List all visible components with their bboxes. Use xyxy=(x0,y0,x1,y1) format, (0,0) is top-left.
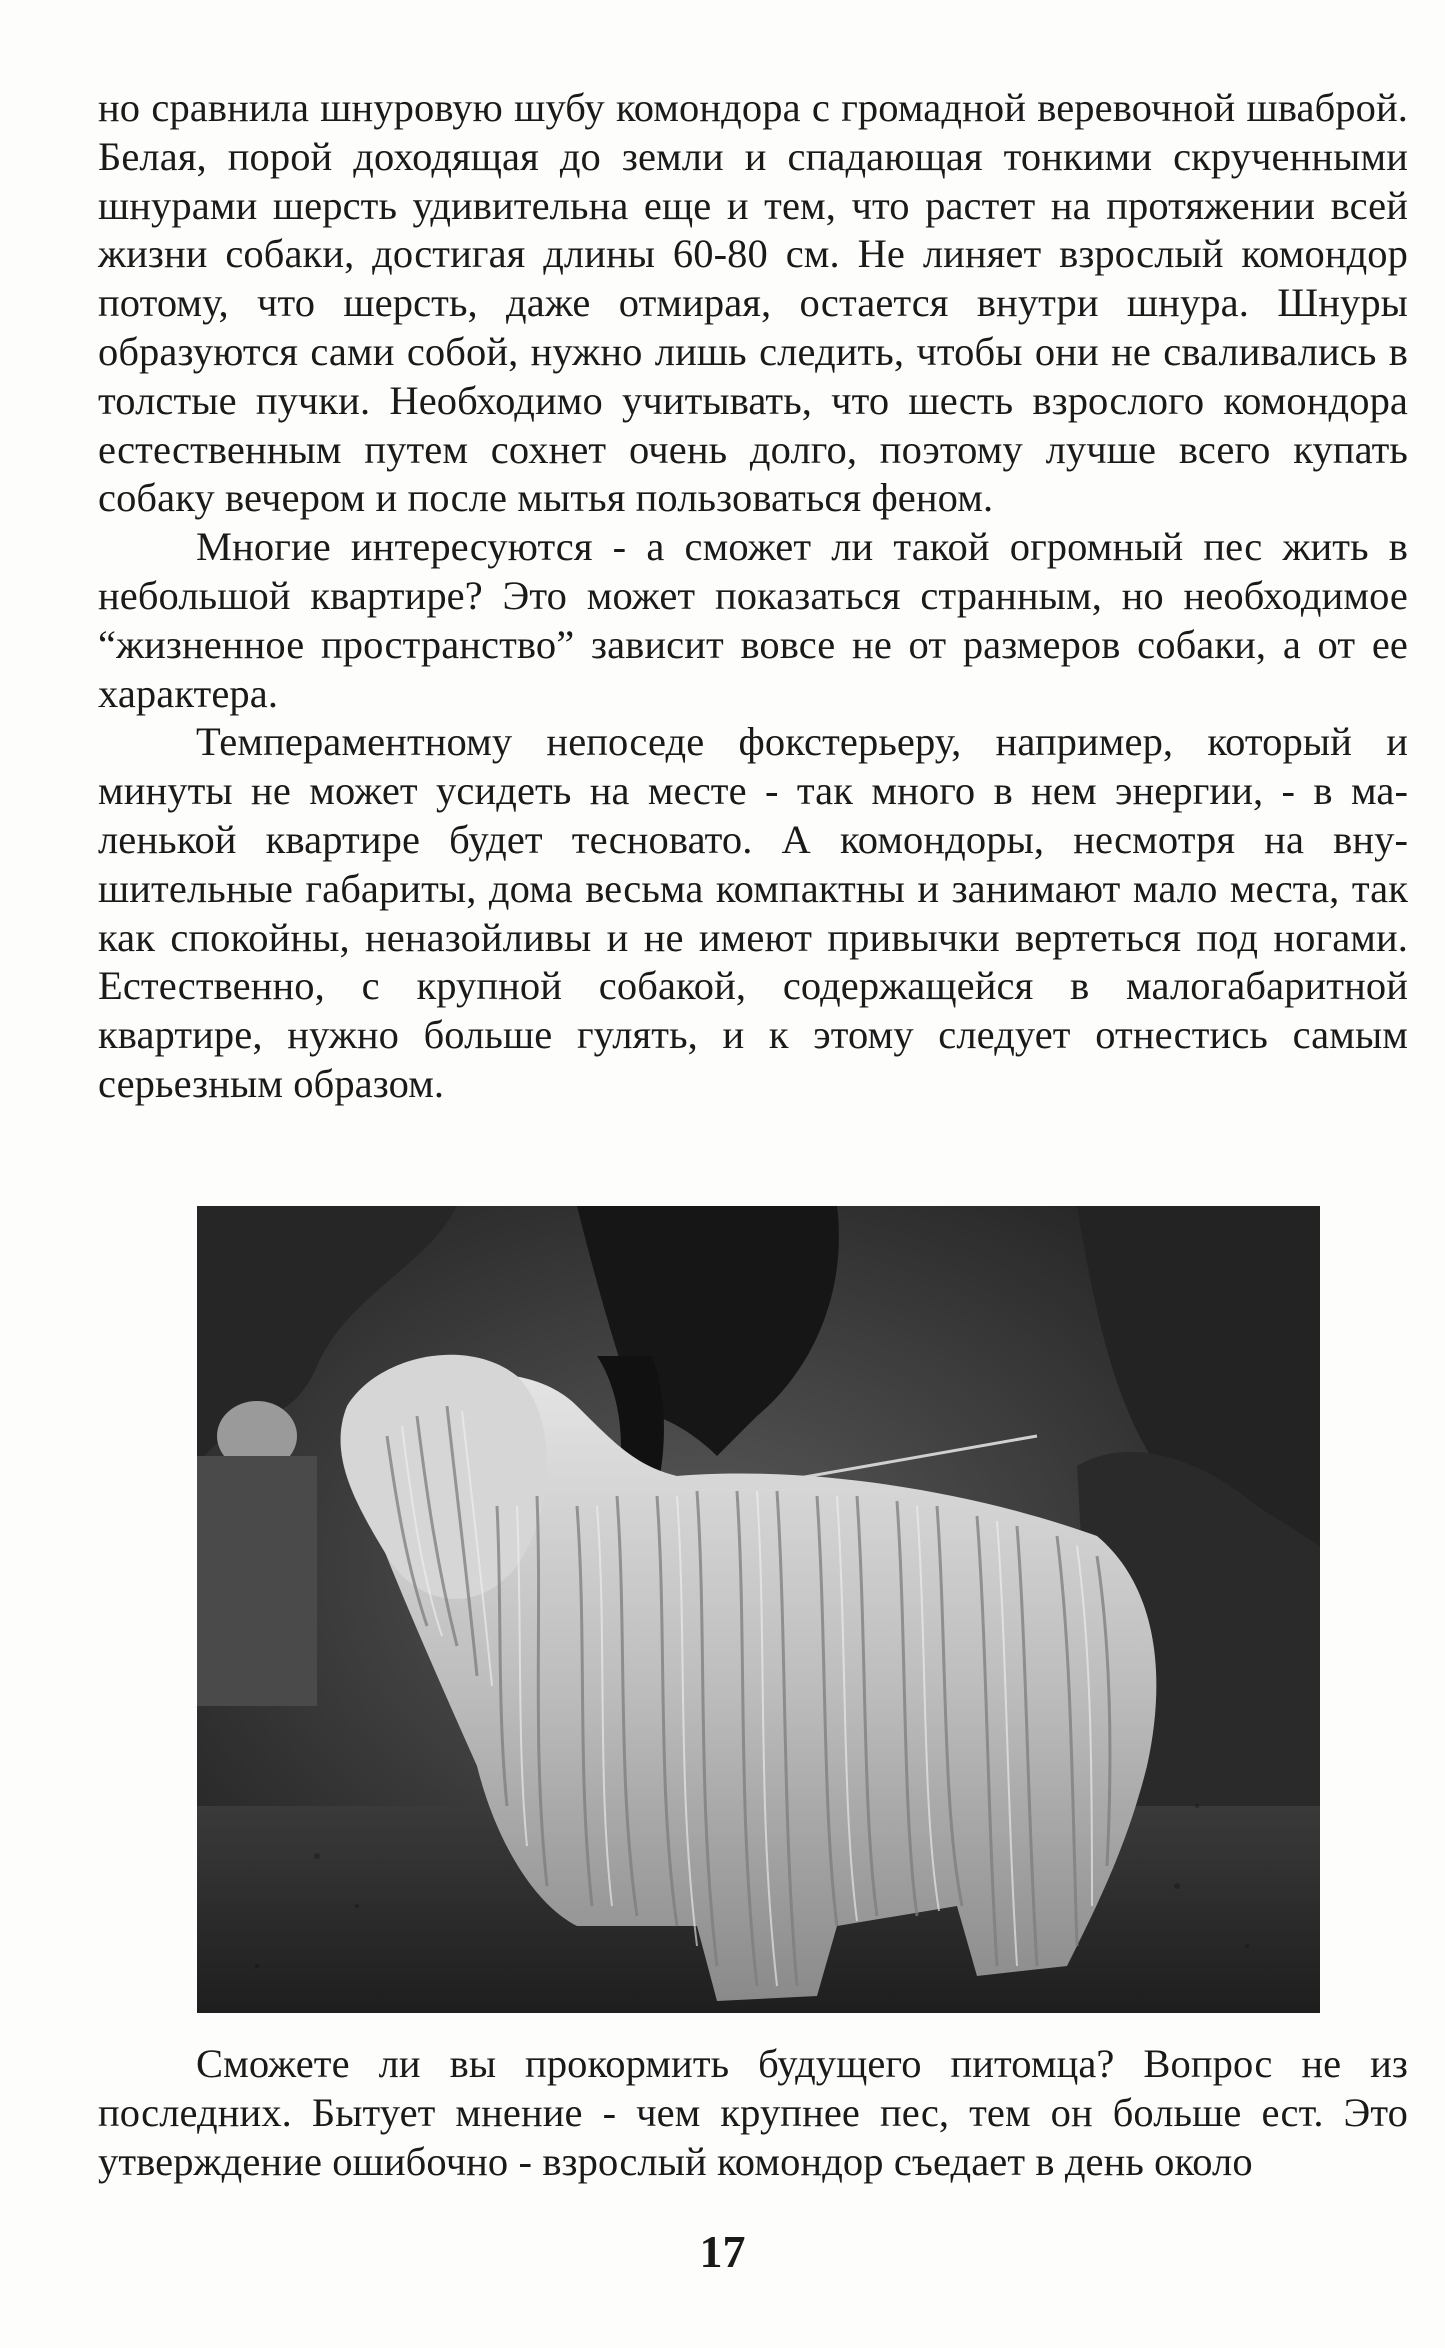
komondor-photo xyxy=(197,1206,1320,2013)
paragraph: Темпераментному непоседе фокстерьеру, например, который и минуты не может усидеть на месте - так много в нем энергии, - в маленькой квартире будет тесновато. А комондоры, несмотря на внушительные габариты, дома весьма компактны и занимают мало места, так как спокойны, неназойливы и не имеют привычки вертеться под ногами. Естественно, с крупной собакой, содержащейся в малогабаритной квартире, нужно больше гулять, и к этому следует отнестись самым серьезным образом. xyxy=(98,719,1408,1106)
paragraph: но сравнила шнуровую шубу комондора с громадной веревочной шваброй. Белая, порой доходящая до земли и спадающая тонкими скрученными шнурами шерсть удивительна еще и тем, что растет на протяжении всей жизни собаки, достигая длины 60-80 см. Не линяет взрослый комондор потому, что шерсть, даже отмирая, остается внутри шнура. Шнуры образуются сами собой, нужно лишь следить, чтобы они не сваливались в толстые пучки. Необходимо учитывать, что шесть взрослого комондора естественным путем сохнет очень долго, поэтому лучше всего купать собаку вечером и после мытья пользоваться феном. xyxy=(98,85,1408,521)
text-block-bottom xyxy=(98,2040,1408,2186)
text-block-top xyxy=(98,84,1408,1109)
page-number: 17 xyxy=(699,2226,746,2277)
paragraph: Сможете ли вы прокормить будущего питомца? Вопрос не из последних. Бытует мнение - чем крупнее пес, тем он больше ест. Это утверждение ошибочно - взрослый комондор съедает в день около xyxy=(98,2041,1408,2184)
paragraph: Многие интересуются - а сможет ли такой огромный пес жить в небольшой квартире? Это может показаться странным, но необходимое “жизненное пространство” зависит вовсе не от размеров собаки, а от ее характера. xyxy=(98,524,1408,716)
